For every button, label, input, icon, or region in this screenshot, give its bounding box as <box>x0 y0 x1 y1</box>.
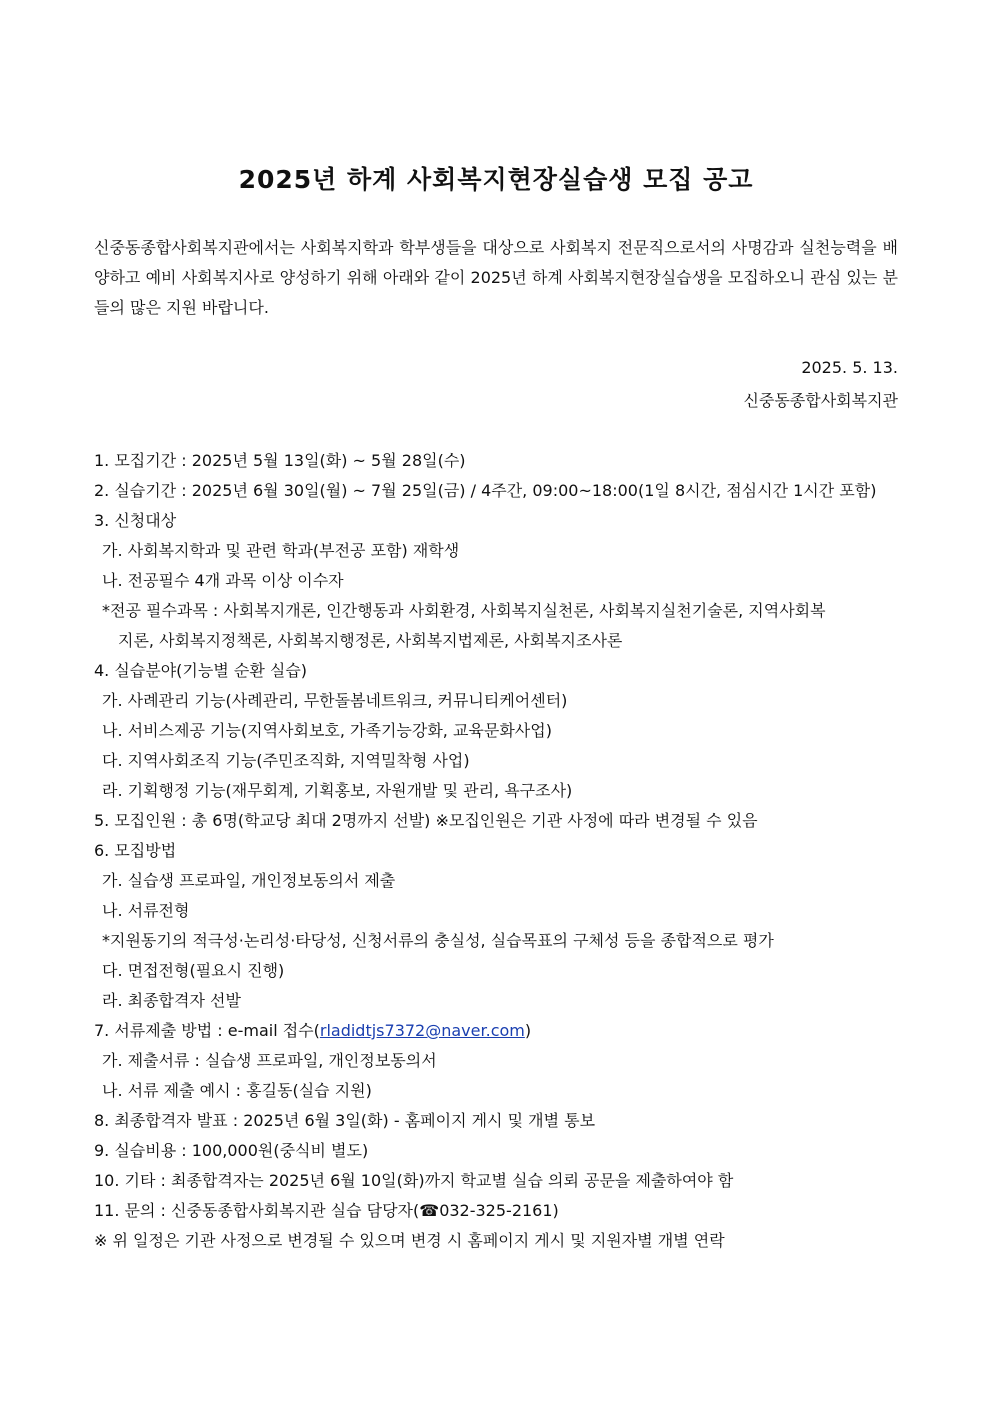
submit-label: 7. 서류제출 방법 : e-mail 접수( <box>94 1021 320 1040</box>
email-link[interactable]: rladidtjs7372@naver.com <box>319 1021 525 1040</box>
item-submit-b: 나. 서류 제출 예시 : 홍길동(실습 지원) <box>102 1081 372 1100</box>
item-method-b: 나. 서류전형 <box>102 901 190 920</box>
item-target-a: 가. 사회복지학과 및 관련 학과(부전공 포함) 재학생 <box>102 541 460 560</box>
page-title: 2025년 하계 사회복지현장실습생 모집 공고 <box>238 165 754 194</box>
item-cost: 9. 실습비용 : 100,000원(중식비 별도) <box>94 1141 369 1160</box>
item-submit-a: 가. 제출서류 : 실습생 프로파일, 개인정보동의서 <box>102 1051 437 1070</box>
item-method: 6. 모집방법 <box>94 841 177 860</box>
item-field-c: 다. 지역사회조직 기능(주민조직화, 지역밀착형 사업) <box>102 751 470 770</box>
submit-close: ) <box>524 1021 532 1040</box>
item-notice: ※ 위 일정은 기관 사정으로 변경될 수 있으며 변경 시 홈페이지 게시 및 지원자별 개별 연락 <box>94 1231 725 1250</box>
item-contact: 11. 문의 : 신중동종합사회복지관 실습 담당자(☎032-325-2161) <box>94 1201 559 1220</box>
details-list <box>94 446 904 1256</box>
item-field-b: 나. 서비스제공 기능(지역사회보호, 가족기능강화, 교육문화사업) <box>102 721 552 740</box>
item-etc: 10. 기타 : 최종합격자는 2025년 6월 10일(화)까지 학교별 실습 의뢰 공문을 제출하여야 함 <box>94 1171 734 1190</box>
item-headcount: 5. 모집인원 : 총 6명(학교당 최대 2명까지 선발) ※모집인원은 기관 사정에 따라 변경될 수 있음 <box>94 811 758 830</box>
item-method-note: *지원동기의 적극성·논리성·타당성, 신청서류의 충실성, 실습목표의 구체성 등을 종합적으로 평가 <box>102 931 774 950</box>
item-announce: 8. 최종합격자 발표 : 2025년 6월 3일(화) - 홈페이지 게시 및 개별 통보 <box>94 1111 596 1130</box>
notice-date: 2025. 5. 13. <box>801 358 898 377</box>
item-method-c: 다. 면접전형(필요시 진행) <box>102 961 285 980</box>
item-target: 3. 신청대상 <box>94 511 177 530</box>
item-practice-period: 2. 실습기간 : 2025년 6월 30일(월) ~ 7월 25일(금) / 4주간, 09:00~18:00(1일 8시간, 점심시간 1시간 포함) <box>94 481 877 500</box>
item-field-a: 가. 사례관리 기능(사례관리, 무한돌봄네트워크, 커뮤니티케어센터) <box>102 691 568 710</box>
intro-paragraph: 신중동종합사회복지관에서는 사회복지학과 학부생들을 대상으로 사회복지 전문직으로서의 사명감과 실천능력을 배양하고 예비 사회복지사로 양성하기 위해 아래와 같이 2025년 하계 사회복지현장실습생을 모집하오니 관심 있는 분들의 많은 지원 바랍니다. <box>94 238 898 317</box>
item-method-d: 라. 최종합격자 선발 <box>102 991 241 1010</box>
item-target-note: *전공 필수과목 : 사회복지개론, 인간행동과 사회환경, 사회복지실천론, 사회복지실천기술론, 지역사회복 <box>102 601 826 620</box>
item-field: 4. 실습분야(기능별 순환 실습) <box>94 661 308 680</box>
organization-name: 신중동종합사회복지관 <box>743 391 898 410</box>
item-submit <box>94 1016 904 1046</box>
item-method-a: 가. 실습생 프로파일, 개인정보동의서 제출 <box>102 871 396 890</box>
item-target-b: 나. 전공필수 4개 과목 이상 이수자 <box>102 571 344 590</box>
item-target-note-cont: 지론, 사회복지정책론, 사회복지행정론, 사회복지법제론, 사회복지조사론 <box>118 631 623 650</box>
item-recruit-period: 1. 모집기간 : 2025년 5월 13일(화) ~ 5월 28일(수) <box>94 451 466 470</box>
item-field-d: 라. 기획행정 기능(재무회계, 기획홍보, 자원개발 및 관리, 욕구조사) <box>102 781 573 800</box>
